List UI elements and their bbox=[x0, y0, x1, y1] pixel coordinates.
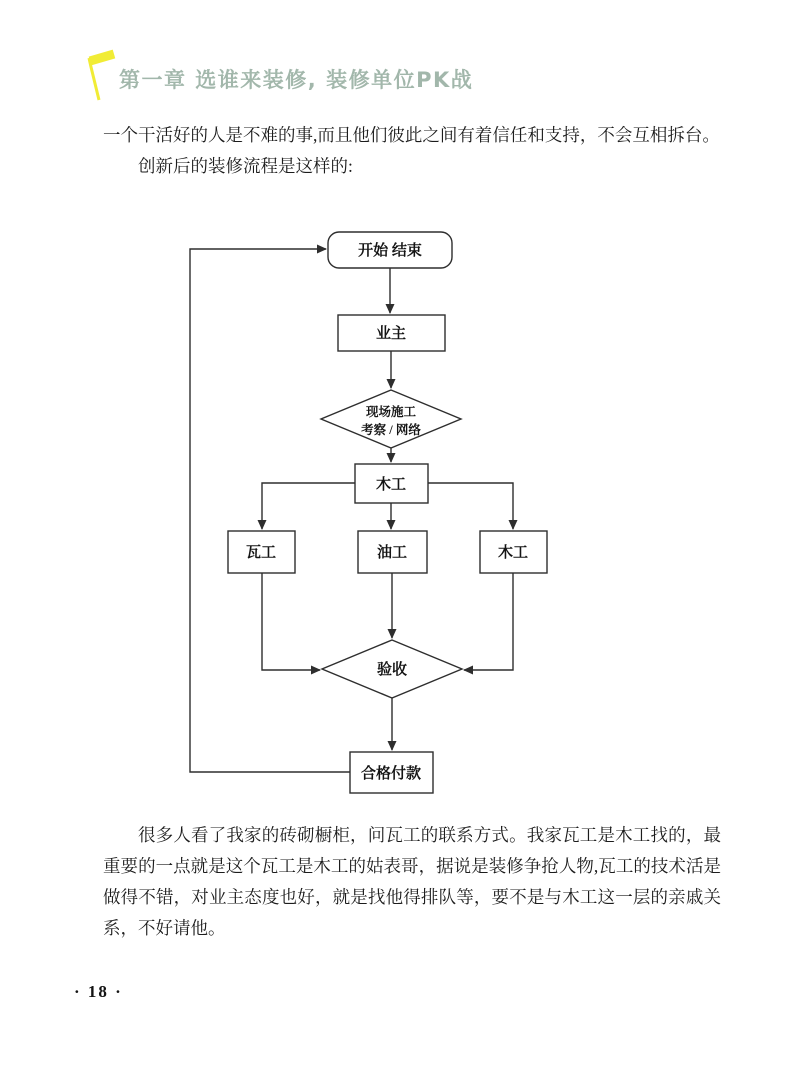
label-carpenter-top: 木工 bbox=[375, 477, 407, 493]
connector-loop-payment-to-start bbox=[190, 249, 350, 772]
page-number: · 18 · bbox=[74, 982, 123, 1001]
label-carpenter-right: 木工 bbox=[497, 545, 529, 561]
label-start-end: 开始 结束 bbox=[358, 243, 422, 259]
label-site-line2: 考察 / 网络 bbox=[361, 423, 421, 437]
intro-line-1: 一个干活好的人是不难的事,而且他们彼此之间有着信任和支持，不会互相拆台。 bbox=[103, 125, 720, 145]
node-site-inspection bbox=[321, 390, 461, 448]
body-paragraph: 很多人看了我家的砖砌橱柜，问瓦工的联系方式。我家瓦工是木工找的，最重要的一点就是这个瓦工是木工的姑表哥，据说是装修争抢人物,瓦工的技术活是做得不错，对业主态度也好，就是找他得排队等，要不是与木工这一层的亲戚关系，不好请他。 bbox=[103, 825, 721, 938]
label-owner: 业主 bbox=[375, 326, 407, 342]
intro-line-2: 创新后的装修流程是这样的: bbox=[138, 156, 353, 176]
connector-carpenter-right-to-acceptance bbox=[464, 573, 513, 670]
label-site-line1: 现场施工 bbox=[365, 405, 417, 419]
connector-carpenter-to-bricklayer bbox=[262, 483, 355, 529]
connector-bricklayer-to-acceptance bbox=[262, 573, 320, 670]
chapter-title: 第一章 选谁来装修, 装修单位PK战 bbox=[119, 68, 474, 92]
label-painter: 油工 bbox=[376, 545, 408, 561]
label-bricklayer: 瓦工 bbox=[245, 545, 277, 561]
label-acceptance: 验收 bbox=[376, 662, 408, 678]
connector-carpenter-to-carpenter-right bbox=[428, 483, 513, 529]
label-payment: 合格付款 bbox=[360, 766, 422, 782]
